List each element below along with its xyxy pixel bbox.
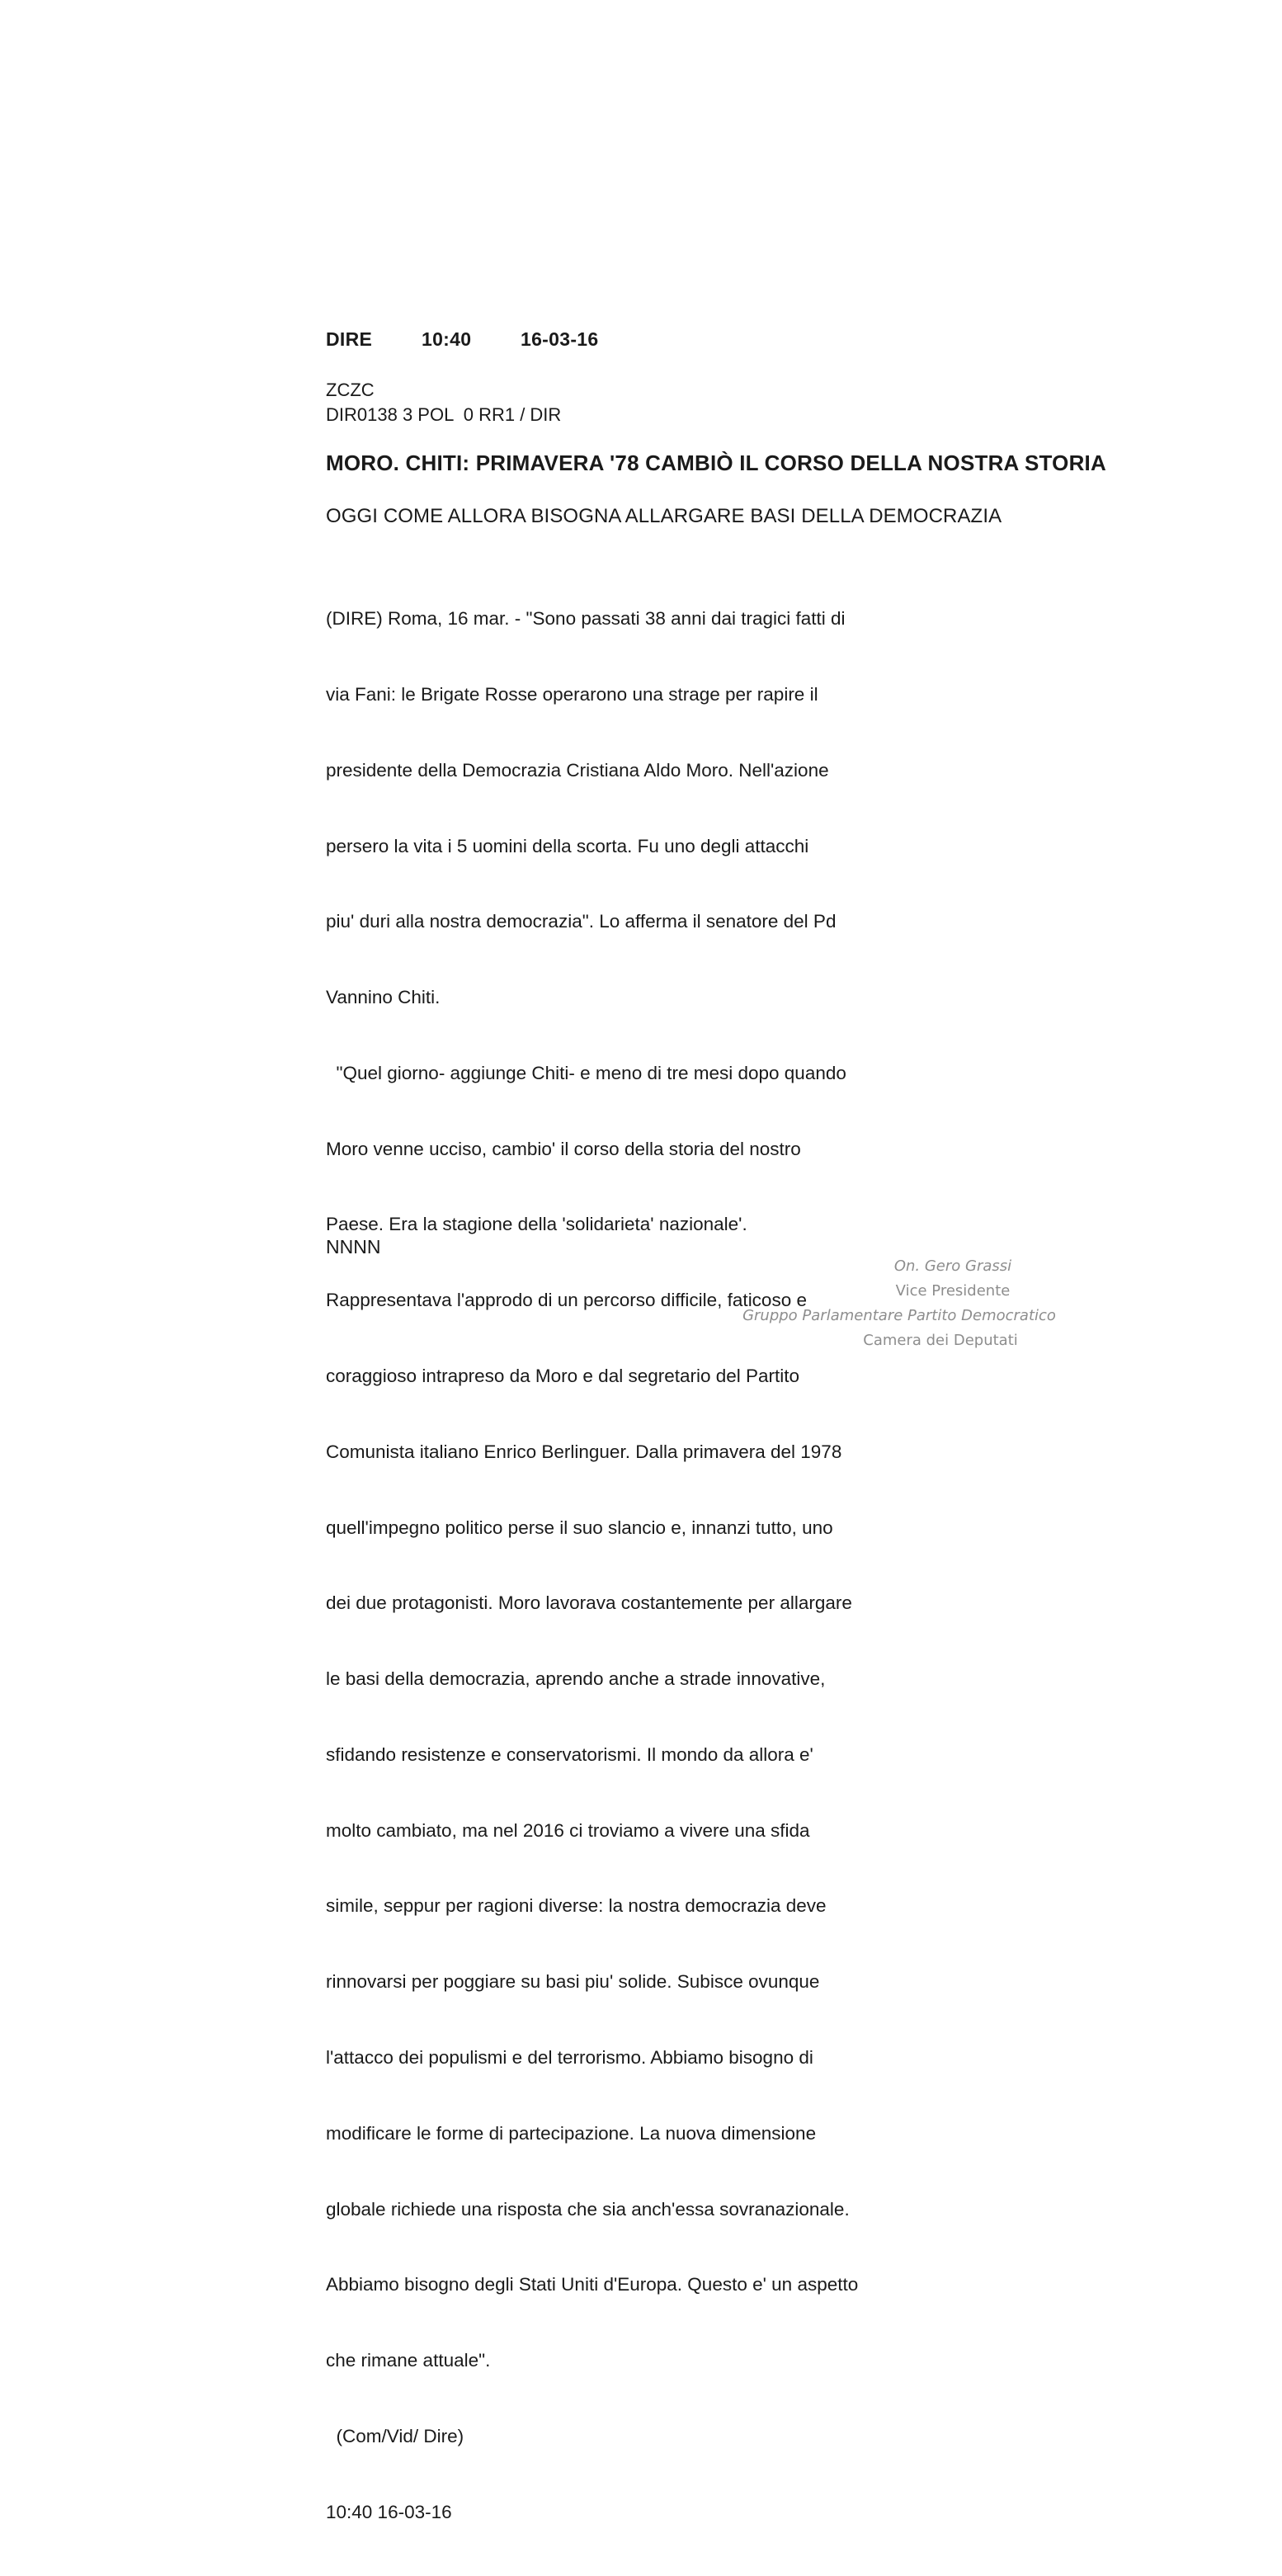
body-line: globale richiede una risposta che sia anch'essa sovranazionale. [326,2198,850,2220]
body-line: Moro venne ucciso, cambio' il corso della storia del nostro [326,1138,801,1159]
body-line: l'attacco dei populismi e del terrorismo. Abbiamo bisogno di [326,2047,813,2069]
article-body [326,556,969,2576]
body-line: coraggioso intrapreso da Moro e dal segretario del Partito [326,1366,800,1386]
end-of-dispatch: NNNN [326,1236,381,1257]
code-line-1: ZCZC [326,380,375,400]
body-line: via Fani: le Brigate Rosse operarono una strage per rapire il [326,683,818,705]
body-line: sfidando resistenze e conservatorismi. Il mondo da allora e' [326,1743,813,1765]
dispatch-time: 10:40 [422,328,472,350]
body-line: quell'impegno politico perse il suo slancio e, innanzi tutto, uno [326,1517,833,1538]
signatory-role: Vice Presidente [895,1282,1011,1300]
signatory-group: Gruppo Parlamentare Partito Democratico [742,1307,1056,1324]
transmission-codes [326,378,561,427]
body-line: Vannino Chiti. [326,987,441,1008]
dispatch-date: 16-03-16 [521,328,599,350]
body-line: "Quel giorno- aggiunge Chiti- e meno di tre mesi dopo quando [326,1062,846,1083]
body-line: (DIRE) Roma, 16 mar. - "Sono passati 38 anni dai tragici fatti di [326,608,846,630]
body-line: simile, seppur per ragioni diverse: la nostra democrazia deve [326,1895,827,1917]
body-line: presidente della Democrazia Cristiana Aldo Moro. Nell'azione [326,759,829,781]
body-line: che rimane attuale". [326,2350,491,2371]
dispatch-header [326,328,598,351]
signatory-house: Camera dei Deputati [863,1332,1018,1349]
body-line: (Com/Vid/ Dire) [326,2425,464,2446]
body-line: persero la vita i 5 uomini della scorta. Fu uno degli attacchi [326,835,809,856]
body-line: Comunista italiano Enrico Berlinguer. Dalla primavera del 1978 [326,1441,842,1462]
body-line: Abbiamo bisogno degli Stati Uniti d'Europa. Questo e' un aspetto [326,2274,859,2295]
body-line: le basi della democrazia, aprendo anche a strade innovative, [326,1668,826,1690]
code-line-2: DIR0138 3 POL 0 RR1 / DIR [326,404,562,425]
body-line: modificare le forme di partecipazione. La nuova dimensione [326,2122,817,2144]
body-line: Rappresentava l'approdo di un percorso difficile, faticoso e [326,1290,807,1311]
body-line: rinnovarsi per poggiare su basi piu' solide. Subisce ovunque [326,1971,820,1993]
body-line: 10:40 16-03-16 [326,2501,452,2522]
signatory-name: On. Gero Grassi [893,1257,1012,1275]
headline: MORO. CHITI: PRIMAVERA '78 CAMBIÒ IL CORSO DELLA NOSTRA STORIA [326,451,1106,475]
subheadline: OGGI COME ALLORA BISOGNA ALLARGARE BASI DELLA DEMOCRAZIA [326,505,1002,527]
body-line: molto cambiato, ma nel 2016 ci troviamo a vivere una sfida [326,1819,810,1841]
signature-stamp [718,1254,1081,1353]
agency-code: DIRE [326,328,373,350]
body-line: Paese. Era la stagione della 'solidarieta' nazionale'. [326,1214,747,1235]
body-line: piu' duri alla nostra democrazia". Lo afferma il senatore del Pd [326,911,837,932]
body-line: dei due protagonisti. Moro lavorava costantemente per allargare [326,1592,852,1614]
